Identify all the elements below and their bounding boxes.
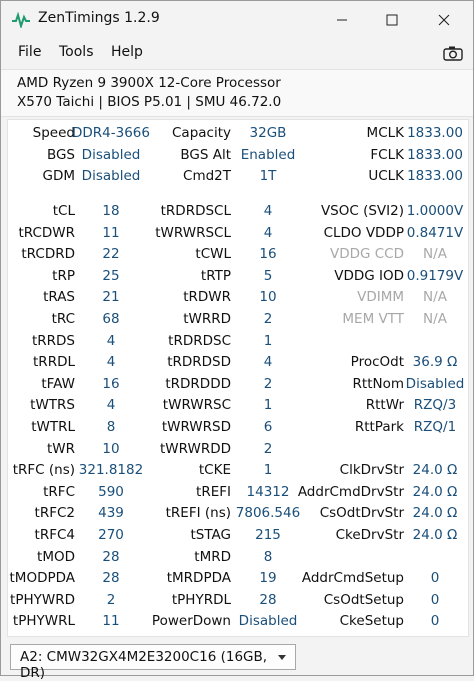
value-speed: DDR4-3666 (72, 125, 150, 141)
value-cmd2t: 1T (259, 168, 277, 185)
value-tcke: 1 (263, 462, 273, 479)
value-twrwrsd: 6 (263, 419, 273, 435)
label-twrrd: tWRRD (183, 311, 231, 327)
label-twrwrsd: tWRWRSD (161, 419, 231, 435)
label-trfc2: tRFC2 (34, 505, 75, 522)
label-vsoc-svi2: VSOC (SVI2) (320, 203, 404, 219)
value-vddg-ccd: N/A (423, 246, 447, 263)
menu-bar (1, 39, 473, 67)
value-vdimm: N/A (423, 289, 447, 306)
label-twrwrdd: tWRWRDD (160, 440, 231, 457)
label-cldo-vddp: CLDO VDDP (323, 224, 404, 241)
label-cmd2t: Cmd2T (183, 168, 231, 185)
value-trtp: 5 (263, 267, 273, 284)
value-tras: 21 (102, 289, 120, 306)
cpu-name: AMD Ryzen 9 3900X 12-Core Processor (17, 75, 281, 91)
label-clkdrvstr: ClkDrvStr (339, 462, 404, 479)
value-csodtdrvstr: 24.0 Ω (412, 505, 458, 522)
label-csodtdrvstr: CsOdtDrvStr (319, 505, 404, 522)
label-trfc4: tRFC4 (34, 527, 75, 543)
maximize-button[interactable] (369, 1, 415, 39)
value-bgs: Disabled (81, 146, 141, 163)
value-powerdown: Disabled (238, 613, 298, 630)
value-tmrd: 8 (263, 548, 273, 565)
value-addrcmdsetup: 0 (430, 570, 440, 587)
label-trc: tRC (51, 311, 75, 327)
label-fclk: FCLK (370, 146, 404, 163)
label-vddg-ccd: VDDG CCD (329, 246, 404, 263)
label-ckedrvstr: CkeDrvStr (335, 527, 404, 543)
value-trefi-ns: 7806.546 (235, 505, 301, 522)
label-trp: tRP (52, 267, 75, 284)
value-twrwrsc: 1 (263, 397, 273, 414)
label-csodtsetup: CsOdtSetup (323, 591, 404, 608)
value-bgs-alt: Enabled (240, 146, 296, 163)
menu-help[interactable]: Help (111, 44, 143, 60)
value-tcl: 18 (102, 203, 120, 219)
label-twr: tWR (46, 440, 75, 457)
system-info (1, 69, 473, 117)
value-twrrd: 2 (263, 311, 273, 327)
label-trefi-ns: tREFI (ns) (165, 505, 231, 522)
label-capacity: Capacity (172, 125, 231, 141)
label-trdrdscl: tRDRDSCL (160, 203, 231, 219)
value-trdrddd: 2 (263, 375, 273, 392)
title-bar[interactable] (1, 1, 473, 39)
label-tcke: tCKE (198, 462, 231, 479)
label-trdrddd: tRDRDDD (165, 375, 231, 392)
value-trcdwr: 11 (102, 224, 120, 241)
value-tmodpda: 28 (102, 570, 120, 587)
value-trc: 68 (102, 311, 120, 327)
value-trp: 25 (102, 267, 120, 284)
label-tphyrdl: tPHYRDL (171, 591, 231, 608)
label-bgs: BGS (46, 146, 75, 163)
label-tras: tRAS (43, 289, 75, 306)
board-info: X570 Taichi | BIOS P5.01 | SMU 46.72.0 (17, 94, 282, 110)
value-twrwrdd: 2 (263, 440, 273, 457)
value-trfc2: 439 (98, 505, 124, 522)
value-rttwr: RZQ/3 (413, 397, 457, 414)
label-trefi: tREFI (196, 483, 231, 500)
app-logo-icon (12, 12, 30, 28)
value-tfaw: 16 (102, 375, 120, 392)
label-twtrl: tWTRL (31, 419, 75, 435)
value-trcdrd: 22 (102, 246, 120, 263)
label-bgs-alt: BGS Alt (180, 146, 231, 163)
label-powerdown: PowerDown (151, 613, 231, 630)
value-tstag: 215 (255, 527, 281, 543)
value-cldo-vddp: 0.8471V (406, 224, 464, 241)
value-capacity: 32GB (249, 125, 287, 141)
label-trtp: tRTP (200, 267, 231, 284)
close-icon (438, 14, 450, 26)
value-ckedrvstr: 24.0 Ω (412, 527, 458, 543)
value-trdrdscl: 4 (263, 203, 273, 219)
value-trfc: 590 (98, 483, 124, 500)
label-tmrdpda: tMRDPDA (166, 570, 231, 587)
screenshot-camera-icon[interactable] (443, 45, 463, 61)
value-rttpark: RZQ/1 (413, 419, 457, 435)
label-mem-vtt: MEM VTT (342, 311, 404, 327)
chevron-down-icon (278, 655, 286, 660)
value-trdrdsd: 4 (263, 354, 273, 371)
maximize-icon (386, 14, 398, 26)
label-tmodpda: tMODPDA (9, 570, 75, 587)
label-tphywrl: tPHYWRL (12, 613, 75, 630)
label-addrcmddrvstr: AddrCmdDrvStr (297, 483, 404, 500)
label-vddg-iod: VDDG IOD (334, 267, 404, 284)
label-trfc: tRFC (43, 483, 75, 500)
window-title: ZenTimings 1.2.9 (38, 10, 160, 26)
timings-panel (7, 119, 469, 637)
label-tmod: tMOD (37, 548, 75, 565)
label-twrwrscl: tWRWRSCL (155, 224, 231, 241)
value-tcwl: 16 (259, 246, 277, 263)
menu-tools[interactable]: Tools (59, 44, 94, 60)
label-uclk: UCLK (368, 168, 404, 185)
value-mem-vtt: N/A (423, 311, 447, 327)
label-tfaw: tFAW (41, 375, 75, 392)
label-trfc-ns: tRFC (ns) (12, 462, 75, 479)
value-twr: 10 (102, 440, 120, 457)
value-tmod: 28 (102, 548, 120, 565)
value-trdwr: 10 (259, 289, 277, 306)
minimize-button[interactable] (319, 1, 365, 39)
menu-file[interactable]: File (18, 44, 42, 60)
value-trdrdsc: 1 (263, 332, 273, 349)
value-twtrs: 4 (106, 397, 116, 414)
value-clkdrvstr: 24.0 Ω (412, 462, 458, 479)
label-tmrd: tMRD (194, 548, 231, 565)
label-trcdrd: tRCDRD (21, 246, 75, 263)
label-trdwr: tRDWR (183, 289, 231, 306)
label-speed: Speed (32, 125, 75, 141)
value-trrds: 4 (106, 332, 116, 349)
value-rttnom: Disabled (405, 375, 465, 392)
label-trdrdsc: tRDRDSC (168, 332, 231, 349)
label-trcdwr: tRCDWR (18, 224, 75, 241)
close-button[interactable] (421, 1, 467, 39)
label-vdimm: VDIMM (357, 289, 404, 306)
label-rttwr: RttWr (365, 397, 404, 414)
value-trefi: 14312 (246, 483, 290, 500)
label-mclk: MCLK (366, 125, 404, 141)
value-vsoc-svi2: 1.0000V (406, 203, 464, 219)
label-ckesetup: CkeSetup (339, 613, 404, 630)
minimize-icon (336, 14, 348, 26)
label-trrdl: tRRDL (33, 354, 75, 371)
value-vddg-iod: 0.9179V (406, 267, 464, 284)
label-procodt: ProcOdt (350, 354, 404, 371)
value-tphyrdl: 28 (259, 591, 277, 608)
value-gdm: Disabled (81, 168, 141, 185)
value-fclk: 1833.00 (407, 146, 463, 163)
value-twtrl: 8 (106, 419, 116, 435)
label-tphywrd: tPHYWRD (10, 591, 75, 608)
value-trrdl: 4 (106, 354, 116, 371)
value-tphywrd: 2 (106, 591, 116, 608)
label-gdm: GDM (42, 168, 75, 185)
label-twrwrsc: tWRWRSC (162, 397, 231, 414)
label-tcl: tCL (52, 203, 75, 219)
value-addrcmddrvstr: 24.0 Ω (412, 483, 458, 500)
label-rttpark: RttPark (354, 419, 404, 435)
value-tphywrl: 11 (102, 613, 120, 630)
value-tmrdpda: 19 (259, 570, 277, 587)
label-tcwl: tCWL (195, 246, 231, 263)
memory-module-select[interactable] (10, 644, 296, 681)
label-trdrdsd: tRDRDSD (167, 354, 231, 371)
label-rttnom: RttNom (352, 375, 404, 392)
label-tstag: tSTAG (190, 527, 231, 543)
memory-module-value: A2: CMW32GX4M2E3200C16 (16GB, DR) (20, 649, 268, 681)
label-trrds: tRRDS (31, 332, 75, 349)
value-procodt: 36.9 Ω (412, 354, 458, 371)
label-twtrs: tWTRS (30, 397, 75, 414)
value-trfc4: 270 (98, 527, 124, 543)
value-mclk: 1833.00 (407, 125, 463, 141)
value-csodtsetup: 0 (430, 591, 440, 608)
value-ckesetup: 0 (430, 613, 440, 630)
value-twrwrscl: 4 (263, 224, 273, 241)
label-addrcmdsetup: AddrCmdSetup (301, 570, 404, 587)
value-uclk: 1833.00 (407, 168, 463, 185)
value-trfc-ns: 321.8182 (78, 462, 144, 479)
